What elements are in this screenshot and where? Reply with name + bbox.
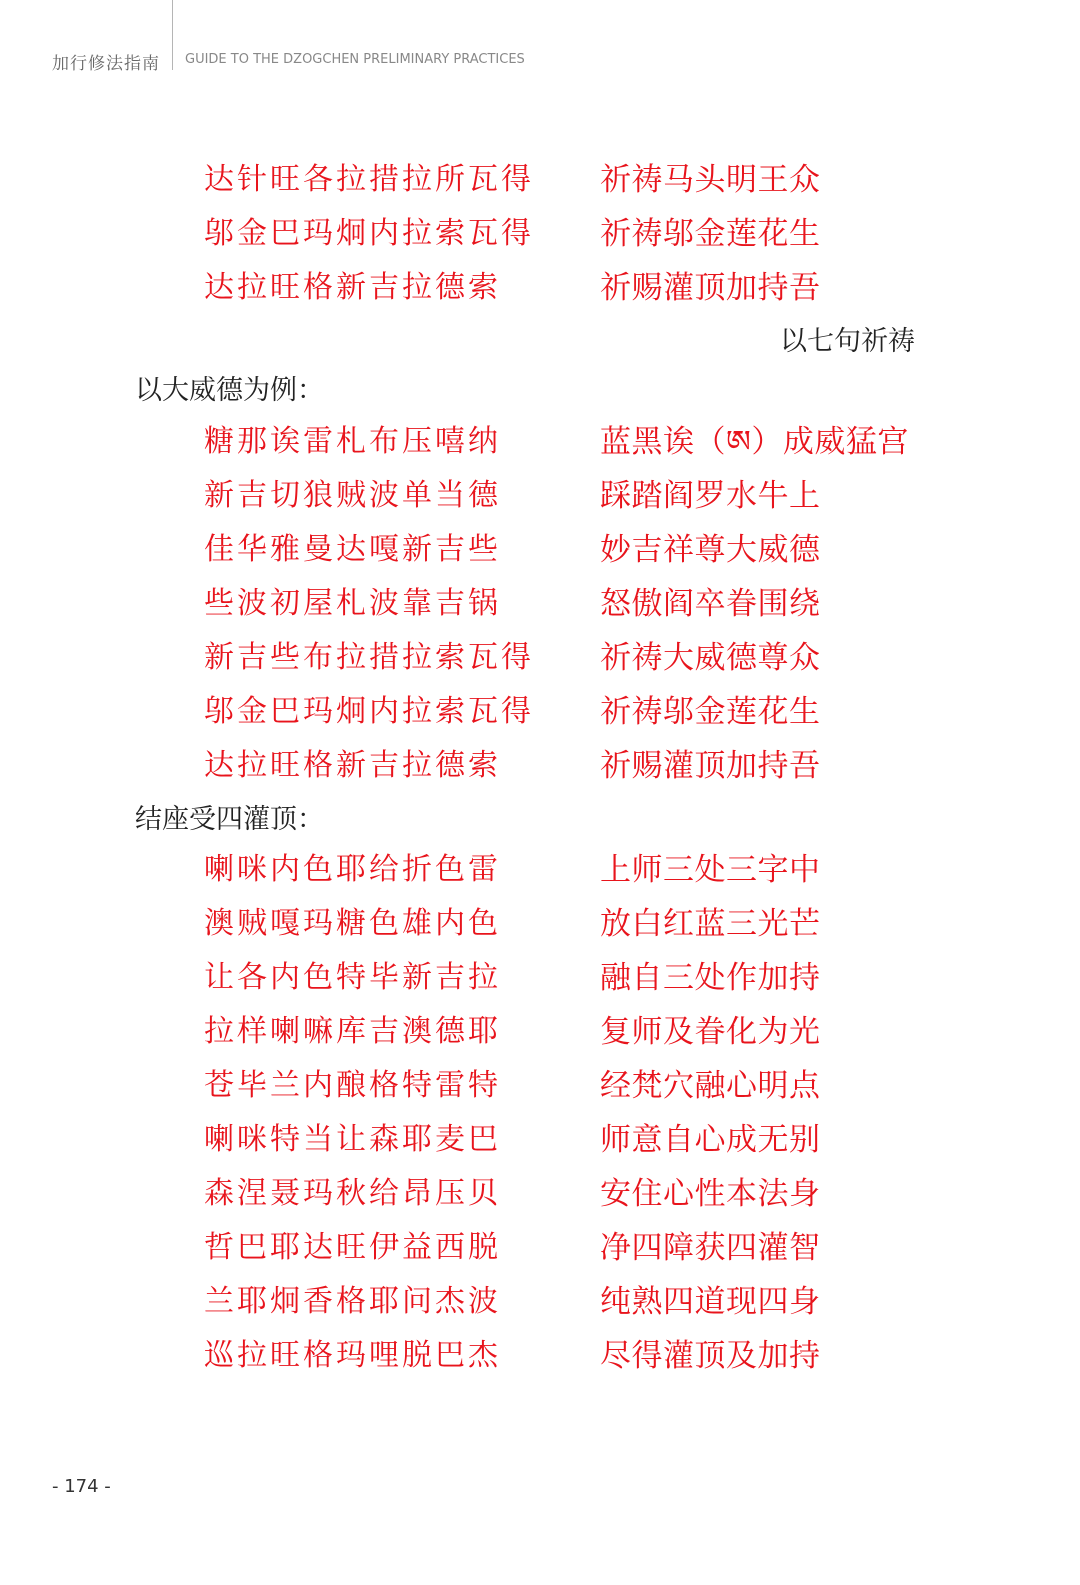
verse-tibetan-line: 新吉切狼贼波单当德 [204,478,501,513]
verse-tibetan-line: 哲巴耶达旺伊益西脱 [204,1230,501,1265]
verse-tibetan-line: 兰耶炯香格耶问杰波 [204,1284,501,1319]
verse-tibetan-line: 达拉旺格新吉拉德索 [204,270,501,305]
verse-chinese-line: 尽得灌顶及加持 [600,1338,821,1374]
verse-chinese-line: 祈祷邬金莲花生 [600,694,821,730]
verse-chinese-line: 踩踏阎罗水牛上 [600,478,821,514]
verse-tibetan-line: 达拉旺格新吉拉德索 [204,748,501,783]
header-title-cn: 加行修法指南 [52,54,160,74]
verse-tibetan-line: 邬金巴玛炯内拉索瓦得 [204,694,534,729]
verse-chinese-line: 妙吉祥尊大威德 [600,532,821,568]
verse-chinese-line: 安住心性本法身 [600,1176,821,1212]
verse-tibetan-line: 喇咪特当让森耶麦巴 [204,1122,501,1157]
verse-tibetan-line: 澳贼嘎玛糖色雄内色 [204,906,501,941]
verse-tibetan-line: 巡拉旺格玛哩脱巴杰 [204,1338,501,1373]
verse-tibetan-line: 苍毕兰内酿格特雷特 [204,1068,501,1103]
verse-tibetan-line: 拉样喇嘛库吉澳德耶 [204,1014,501,1049]
verse-chinese-line: 净四障获四灌智 [600,1230,821,1266]
verse-tibetan-line: 让各内色特毕新吉拉 [204,960,501,995]
verse-chinese-line: 放白红蓝三光芒 [600,906,821,942]
verse-tibetan-line: 新吉些布拉措拉索瓦得 [204,640,534,675]
verse-chinese-line: 祈祷大威德尊众 [600,640,821,676]
verse-tibetan-line: 佳华雅曼达嘎新吉些 [204,532,501,567]
verse-chinese-line: 融自三处作加持 [600,960,821,996]
header-divider [172,0,173,70]
verse-chinese-line: 祈赐灌顶加持吾 [600,270,821,306]
verse-tibetan-line: 邬金巴玛炯内拉索瓦得 [204,216,534,251]
verse-tibetan-line: 达针旺各拉措拉所瓦得 [204,162,534,197]
verse-chinese-line: 经梵穴融心明点 [600,1068,821,1104]
verse-chinese-line: 怒傲阎卒眷围绕 [600,586,821,622]
verse-tibetan-line: 森涅聂玛秋给昂压贝 [204,1176,501,1211]
verse-chinese-line: 上师三处三字中 [600,852,821,888]
section-heading: 以大威德为例： [135,375,324,406]
header-title-en: GUIDE TO THE DZOGCHEN PRELIMINARY PRACTICES [185,52,525,67]
verse-chinese-line: 祈祷马头明王众 [600,162,821,198]
page-number: - 174 - [52,1476,111,1497]
verse-chinese-line: 复师及眷化为光 [600,1014,821,1050]
verse-chinese-line: 纯熟四道现四身 [600,1284,821,1320]
verse-tibetan-line: 喇咪内色耶给折色雷 [204,852,501,887]
verse-chinese-line: 祈赐灌顶加持吾 [600,748,821,784]
verse-chinese-line: 师意自心成无别 [600,1122,821,1158]
instruction-note: 以七句祈祷 [780,326,915,357]
verse-tibetan-line: 糖那诶雷札布压嘻纳 [204,424,501,459]
verse-chinese-line: 祈祷邬金莲花生 [600,216,821,252]
verse-chinese-line: 蓝黑诶（ཨ）成威猛宫 [600,424,909,460]
section-heading: 结座受四灌顶： [135,804,324,835]
verse-tibetan-line: 些波初屋札波靠吉锅 [204,586,501,621]
